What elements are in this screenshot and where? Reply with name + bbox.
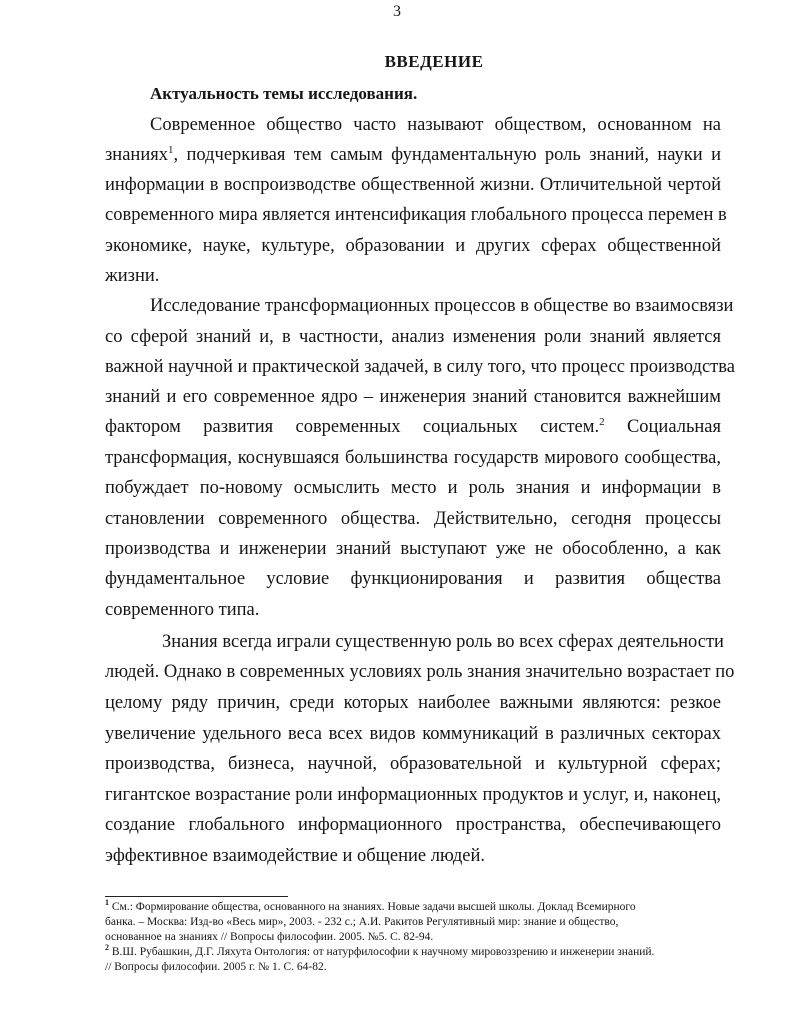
text-fragment: См.: Формирование общества, основанного на знаниях. Новые задачи высшей школы. Доклад Всемирного — [109, 901, 636, 913]
footnote-marker: 2 — [105, 943, 109, 953]
text-fragment: фактором развития современных социальных систем. — [105, 417, 600, 437]
text-fragment: знаниях — [105, 145, 168, 165]
text-line: увеличение удельного веса всех видов коммуникаций в различных секторах — [105, 724, 721, 744]
text-line: производства и инженерии знаний выступают уже не обособленно, а как — [105, 539, 721, 559]
text-line: Знания всегда играли существенную роль во всех сферах деятельности — [162, 632, 724, 652]
text-line — [105, 415, 721, 439]
text-line: фундаментальное условие функционирования и развития общества — [105, 569, 721, 589]
text-line: жизни. — [105, 266, 160, 286]
page-heading: ВВЕДЕНИЕ — [384, 52, 484, 71]
text-fragment: В.Ш. Рубашкин, Д.Г. Ляхута Онтология: от натурфилософии к научному мировоззрению и инженерии знаний. — [109, 946, 655, 958]
text-line: современного мира является интенсификация глобального процесса перемен в — [105, 205, 727, 225]
text-line: важной научной и практической задачей, в силу того, что процесс производства — [105, 357, 735, 377]
footnote-marker: 1 — [105, 898, 109, 908]
footnote-line: // Вопросы философии. 2005 г. № 1. С. 64-82. — [105, 961, 327, 973]
text-line: побуждает по-новому осмыслить место и роль знания и информации в — [105, 478, 721, 498]
section-title: Актуальность темы исследования. — [150, 84, 418, 103]
text-line: современного типа. — [105, 600, 260, 620]
footnote-line: банка. – Москва: Изд-во «Весь мир», 2003. - 232 с.; А.И. Ракитов Регулятивный мир: знание и общество, — [105, 916, 619, 928]
text-line: информации в воспроизводстве общественной жизни. Отличительной чертой — [105, 175, 721, 195]
footnote-reference: 1 — [167, 143, 174, 156]
text-line: со сферой знаний и, в частности, анализ изменения роли знаний является — [105, 327, 721, 347]
text-line: становлении современного общества. Действительно, сегодня процессы — [105, 509, 721, 529]
text-line: гигантское возрастание роли информационных продуктов и услуг, и, наконец, — [105, 785, 721, 805]
footnote-reference: 2 — [599, 415, 605, 428]
text-line: экономике, науке, культуре, образовании и других сферах общественной — [105, 236, 721, 256]
text-line: людей. Однако в современных условиях роль знания значительно возрастает по — [105, 662, 735, 682]
text-line: Современное общество часто называют обществом, основанном на — [150, 115, 721, 135]
text-line: производства, бизнеса, научной, образовательной и культурной сферах; — [105, 754, 721, 774]
footnote-line — [105, 900, 721, 914]
page-number: 3 — [393, 3, 401, 20]
text-fragment: Социальная — [604, 417, 721, 437]
footnote-line: основанное на знаниях // Вопросы философии. 2005. №5. С. 82-94. — [105, 931, 434, 943]
text-line: Исследование трансформационных процессов в обществе во взаимосвязи — [150, 296, 734, 316]
footnote-separator — [105, 896, 288, 897]
text-line: создание глобального информационного пространства, обеспечивающего — [105, 815, 721, 835]
text-line: эффективное взаимодействие и общение людей. — [105, 846, 485, 866]
text-line: знаний и его современное ядро – инженерия знаний становится важнейшим — [105, 387, 721, 407]
footnote-line — [105, 945, 721, 959]
text-line: трансформация, коснувшаяся большинства государств мирового сообщества, — [105, 448, 721, 468]
text-line — [105, 143, 721, 167]
text-line: целому ряду причин, среди которых наиболее важными являются: резкое — [105, 693, 721, 713]
text-fragment: , подчеркивая тем самым фундаментальную роль знаний, науки и — [173, 145, 721, 165]
